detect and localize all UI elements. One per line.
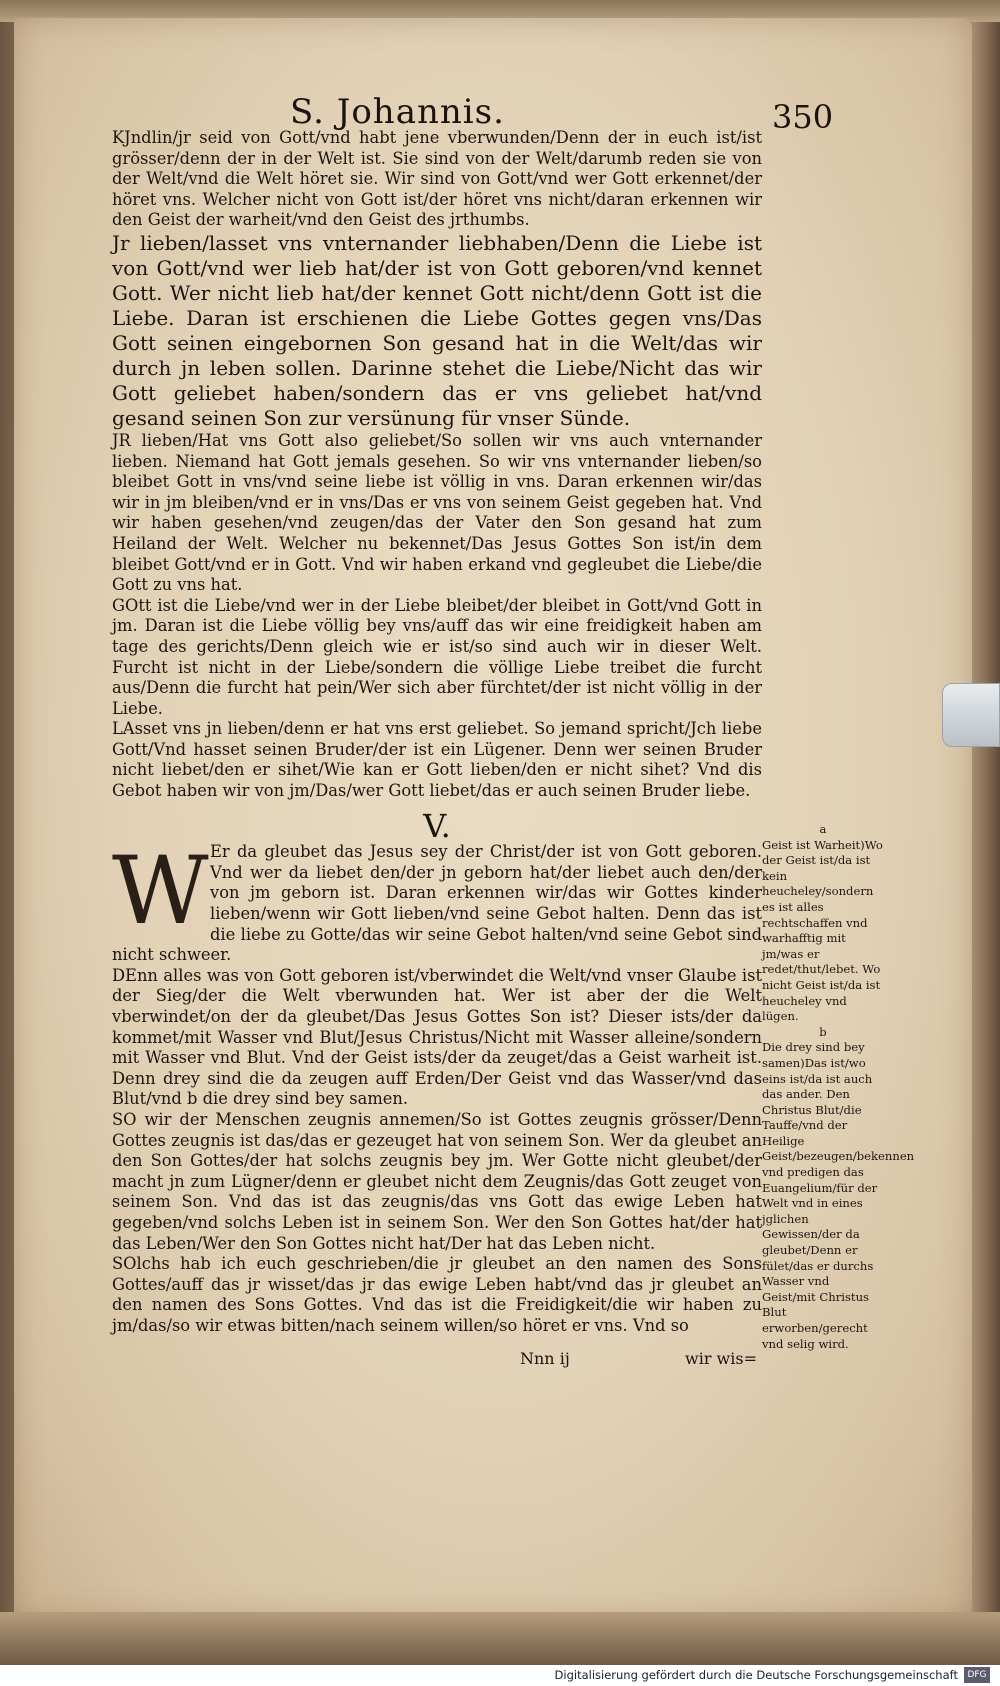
running-title: S. Johannis.: [290, 92, 505, 132]
paragraph: LAsset vns jn lieben/denn er hat vns erst geliebet. So jemand spricht/Jch liebe Gott/Vnd hasset seinen Bruder/der ist ein Lügener. Denn wer seinen Bruder nicht liebet/den er sihet/Wie kan er Gott lieben/den er nicht sihet? Vnd dis Gebot haben wir von jm/Das/wer Gott liebet/das er auch seinen Bruder liebe.: [112, 719, 762, 801]
paragraph: GOtt ist die Liebe/vnd wer in der Liebe bleibet/der bleibet in Gott/vnd Gott in jm. Daran ist die Liebe völlig bey vns/auff das wir eine freidigkeit haben am tage des gerichts/Denn gleich wie er ist/so sind auch wir in dieser Welt. Furcht ist nicht in der Liebe/sondern die völlige Liebe treibet die furcht aus/Denn die furcht hat pein/Wer sich aber fürchtet/der ist nicht völlig in der Liebe.: [112, 595, 762, 718]
page-marker-tab: [942, 683, 1000, 747]
ornamental-initial-w: W: [112, 837, 209, 947]
note-marker: a: [819, 822, 827, 836]
paragraph: JR lieben/Hat vns Gott also geliebet/So sollen wir vns auch vnternander lieben. Niemand hat Gott jemals gesehen. So wir vns vnternander lieben/so bleibet Gott in vns/vnd seine liebe ist völlig in vns. Daran erkennen wir/das wir in jm bleiben/vnd er in vns/Das er vns von seinem Geist gegeben hat. Vnd wir haben gesehen/vnd zeugen/das der Vater den Son gesand hat zum Heiland der Welt. Welcher nu bekennet/Das Jesus Gottes Son ist/in dem bleibet Gott/vnd er in Gott. Vnd wir haben erkand vnd gegleubet die Liebe/die Gott zu vns hat.: [112, 430, 762, 595]
marginal-note: Die drey sind bey samen)Das ist/wo eins ist/da ist auch das ander. Den Christus Blut/die Tauffe/vnd der Heilige Geist/bezeugen/bekennen vnd predigen das Euangelium/für der Welt vnd in eines jglichen Gewissen/der da gleubet/Denn er fület/das er durchs Wasser vnd Geist/mit Christus Blut erworben/gerecht vnd selig wird.: [762, 1040, 915, 1351]
paragraph-with-initial: [112, 837, 762, 966]
folio-number: 350: [772, 98, 834, 136]
paragraph-text: Er da gleubet das Jesus sey der Christ/der ist von Gott geboren. Vnd wer da liebet den/der jn geborn hat/der liebet auch den/der von jm geborn ist. Daran erkennen wir/das wir Gottes kinder lieben/wenn wir Gott lieben/vnd seine Gebot halten. Denn das ist die liebe zu Gotte/das wir seine Gebot halten/vnd seine Gebot sind nicht schweer.: [112, 842, 762, 965]
marginal-note: Geist ist Warheit)Wo der Geist ist/da ist kein heucheley/sondern es ist alles rechtschaffen vnd warhafftig mit jm/was er redet/thut/lebet. Wo nicht Geist ist/da ist heucheley vnd lügen.: [762, 837, 883, 1024]
paragraph: KJndlin/jr seid von Gott/vnd habt jene vberwunden/Denn der in euch ist/ist grösser/denn der in der Welt ist. Sie sind von der Welt/darumb reden sie von der Welt/vnd die Welt höret sie. Wir sind von Gott/vnd wer Gott erkennet/der höret vns. Welcher nicht von Gott ist/der höret vns nicht/daran erkennen wir den Geist der warheit/vnd den Geist des jrthumbs.: [112, 128, 762, 230]
catchword: wir wis=: [685, 1349, 757, 1368]
paragraph: SO wir der Menschen zeugnis annemen/So ist Gottes zeugnis grösser/Denn Gottes zeugnis ist das/das er gezeuget hat von seinem Son. Wer da gleubet an den Son Gottes/der hat solchs zeugnis bey jm. Wer Gotte nicht gleubet/der macht jn zum Lügner/denn er gleubet nicht dem Zeugnis/das Gott zeuget von seinem Son. Vnd das ist das zeugnis/das vns Gott das ewige Leben hat gegeben/vnd solchs Leben ist in seinem Son. Wer den Son Gottes hat/der hat das Leben/Wer den Son Gottes nicht hat/Der hat das Leben nicht.: [112, 1109, 762, 1253]
note-marker: b: [819, 1024, 827, 1039]
marginal-notes: [762, 822, 915, 1352]
paragraph: DEnn alles was von Gott geboren ist/vberwindet die Welt/vnd vnser Glaube ist der Sieg/der die Welt vberwunden hat. Wer ist aber der die Welt vberwindet/on der da gleubet/Das Jesus Gottes Son ist? Dieser ists/der da kommet/mit Wasser vnd Blut/Jesus Christus/Nicht mit Wasser alleine/sondern mit Wasser vnd Blut. Vnd der Geist ists/der da zeuget/das a Geist warheit ist. Denn drey sind die da zeugen auff Erden/Der Geist vnd das Wasser/vnd das Blut/vnd b die drey sind bey samen.: [112, 965, 762, 1109]
paragraph: SOlchs hab ich euch geschrieben/die jr gleubet an den namen des Sons Gottes/auff das jr wisset/das jr das ewige Leben habt/vnd das jr gleubet an den namen des Sons Gottes. Vnd das ist die Freidigkeit/die wir haben zu jm/das/so wir etwas bitten/nach seinem willen/so höret er vns. Vnd so: [112, 1254, 762, 1335]
main-text-column: [112, 128, 762, 1337]
paragraph: Jr lieben/lasset vns vnternander liebhaben/Denn die Liebe ist von Gott/vnd wer lieb hat/der ist von Gott geboren/vnd kennet Gott. Wer nicht lieb hat/der kennet Gott nicht/denn Gott ist die Liebe. Daran ist erschienen die Liebe Gottes gegen vns/Das Gott seinen eingebornen Son gesand hat in die Welt/das wir durch jn leben sollen. Darinne stehet die Liebe/Nicht das wir Gott geliebet haben/sondern das er vns geliebet hat/vnd gesand seinen Son zur versünung für vnser Sünde.: [112, 230, 762, 430]
footer-bar: [0, 1665, 1000, 1686]
signature-mark: Nnn ij: [520, 1349, 570, 1368]
binding-bottom: [0, 1612, 1000, 1665]
dfg-logo: DFG: [964, 1667, 990, 1683]
chapter-heading: V.: [423, 806, 451, 845]
funding-credit: Digitalisierung gefördert durch die Deutsche Forschungsgemeinschaft: [554, 1668, 958, 1682]
